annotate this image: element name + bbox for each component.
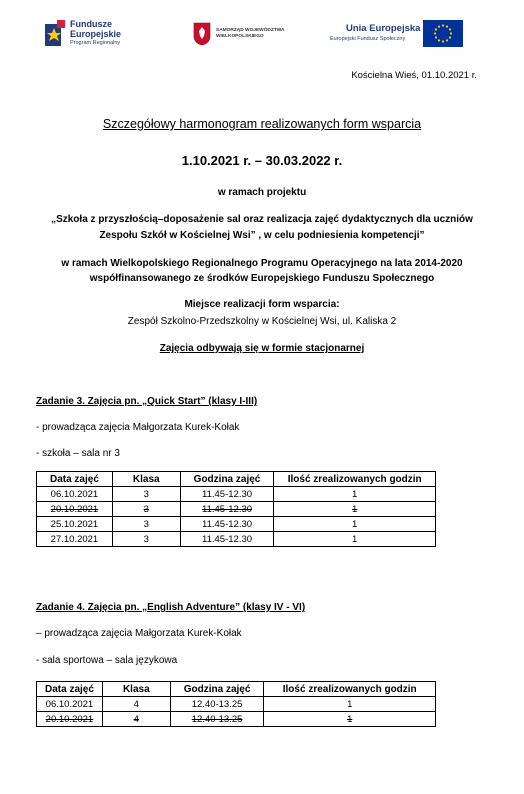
date-cell: 06.10.2021 bbox=[37, 697, 103, 712]
date-cell: 25.10.2021 bbox=[37, 517, 113, 532]
date-cell: 20.10.2021 bbox=[37, 502, 113, 517]
time-cell: 11.45-12.30 bbox=[180, 502, 274, 517]
project-name-line1: „Szkoła z przyszłością–doposażenie sal oraz realizacja zajęć dydaktycznych dla uczniów bbox=[51, 214, 473, 225]
coat-of-arms-icon bbox=[193, 22, 211, 46]
date-cell: 27.10.2021 bbox=[37, 532, 113, 547]
task3-table bbox=[36, 471, 436, 547]
project-intro: w ramach projektu bbox=[217, 187, 307, 198]
time-cell: 11.45-12.30 bbox=[180, 517, 274, 532]
class-cell: 3 bbox=[112, 532, 180, 547]
column-header: Godzina zajęć bbox=[170, 682, 264, 697]
column-header: Klasa bbox=[102, 682, 170, 697]
column-header: Ilość zrealizowanych godzin bbox=[274, 472, 436, 487]
table-row-cancelled bbox=[37, 712, 436, 727]
fundusze-europejskie-logo: Fundusze Europejskie Program Regionalny bbox=[43, 18, 153, 52]
delivery-mode: Zajęcia odbywają się w formie stacjonarnej bbox=[159, 343, 365, 354]
column-header: Data zajęć bbox=[37, 682, 103, 697]
table-row bbox=[37, 532, 436, 547]
table-row bbox=[37, 697, 436, 712]
column-header: Data zajęć bbox=[37, 472, 113, 487]
table-row bbox=[37, 517, 436, 532]
hours-cell: 1 bbox=[274, 487, 436, 502]
task3-title: Zadanie 3. Zajęcia pn. „Quick Start” (klasy I-III) bbox=[36, 396, 258, 407]
date-cell: 06.10.2021 bbox=[37, 487, 113, 502]
project-name-line2: Zespołu Szkół w Kościelnej Wsi” , w celu podniesienia kompetencji” bbox=[99, 230, 425, 241]
period: 1.10.2021 r. – 30.03.2022 r. bbox=[181, 153, 343, 168]
wielkopolska-logo: SAMORZĄD WOJEWÓDZTWA WIELKOPOLSKIEGO bbox=[193, 22, 303, 48]
hours-cell: 1 bbox=[274, 532, 436, 547]
task4-room: - sala sportowa – sala językowa bbox=[36, 655, 178, 666]
column-header: Ilość zrealizowanych godzin bbox=[264, 682, 436, 697]
table-header-row bbox=[37, 472, 436, 487]
class-cell: 4 bbox=[102, 712, 170, 727]
hours-cell: 1 bbox=[274, 502, 436, 517]
program-line2: współfinansowanego ze środków Europejskiego Funduszu Społecznego bbox=[89, 273, 435, 284]
task4-table bbox=[36, 681, 436, 727]
place-value: Zespół Szkolno-Przedszkolny w Kościelnej Wsi, ul. Kaliska 2 bbox=[127, 316, 397, 327]
program-line1: w ramach Wielkopolskiego Regionalnego Programu Operacyjnego na lata 2014-2020 bbox=[61, 258, 463, 269]
time-cell: 12.40-13.25 bbox=[170, 697, 264, 712]
class-cell: 3 bbox=[112, 502, 180, 517]
eu-flag-icon bbox=[423, 20, 463, 47]
table-row-cancelled bbox=[37, 502, 436, 517]
fe-star-icon bbox=[43, 20, 65, 48]
task4-teacher: – prowadząca zajęcia Małgorzata Kurek-Kołak bbox=[36, 628, 242, 639]
hours-cell: 1 bbox=[274, 517, 436, 532]
class-cell: 3 bbox=[112, 517, 180, 532]
task3-room: - szkoła – sala nr 3 bbox=[36, 448, 120, 459]
table-row bbox=[37, 487, 436, 502]
date-cell: 20.10.2021 bbox=[37, 712, 103, 727]
document-title: Szczegółowy harmonogram realizowanych form wsparcia bbox=[102, 117, 422, 131]
time-cell: 12.40-13.25 bbox=[170, 712, 264, 727]
class-cell: 3 bbox=[112, 487, 180, 502]
hours-cell: 1 bbox=[264, 697, 436, 712]
time-cell: 11.45-12.30 bbox=[180, 532, 274, 547]
time-cell: 11.45-12.30 bbox=[180, 487, 274, 502]
hours-cell: 1 bbox=[264, 712, 436, 727]
table-header-row bbox=[37, 682, 436, 697]
place-date: Kościelna Wieś, 01.10.2021 r. bbox=[351, 70, 477, 81]
unia-europejska-logo: Unia Europejska Europejski Fundusz Społeczny bbox=[330, 20, 470, 50]
task3-teacher: - prowadząca zajęcia Małgorzata Kurek-Kołak bbox=[36, 422, 240, 433]
place-label: Miejsce realizacji form wsparcia: bbox=[184, 299, 340, 310]
column-header: Klasa bbox=[112, 472, 180, 487]
class-cell: 4 bbox=[102, 697, 170, 712]
column-header: Godzina zajęć bbox=[180, 472, 274, 487]
task4-title: Zadanie 4. Zajęcia pn. „English Adventure” (klasy IV - VI) bbox=[36, 602, 306, 613]
